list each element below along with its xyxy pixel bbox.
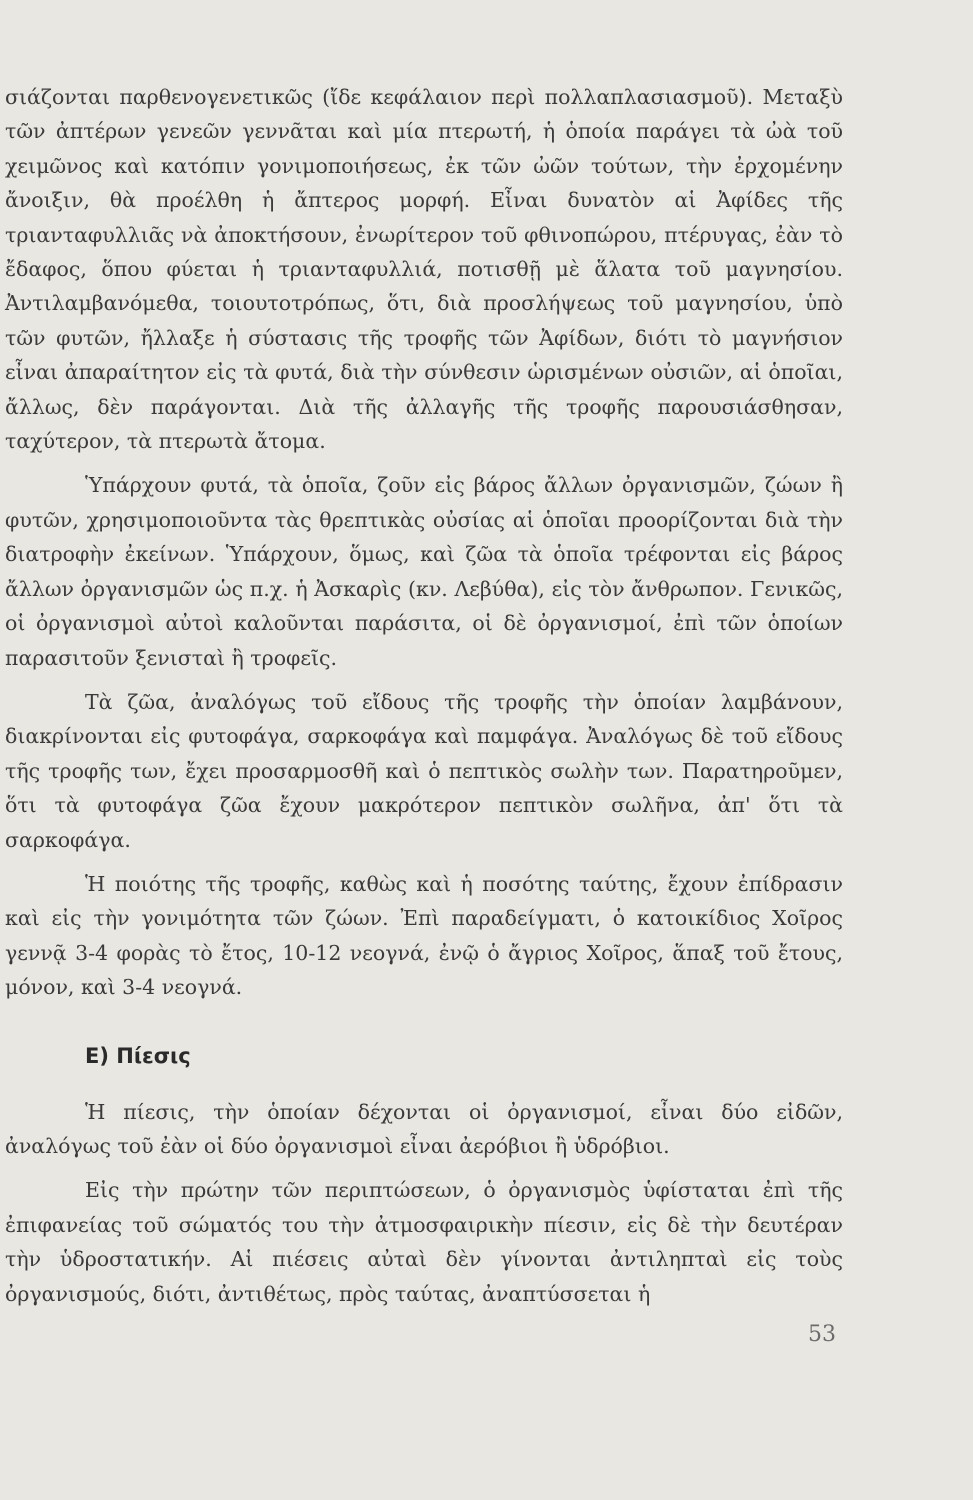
section-heading: Ε) Πίεσις xyxy=(85,1043,191,1068)
body-text xyxy=(5,80,843,1311)
paragraph-fertility: Ἡ ποιότης τῆς τροφῆς, καθὼς καὶ ἡ ποσότης ταύτης, ἔχουν ἐπίδρασιν καὶ εἰς τὴν γονιμότητα τῶν ζώων. Ἐπὶ παραδείγματι, ὁ κατοικίδιος Χοῖρος γεννᾷ 3-4 φορὰς τὸ ἔτος, 10-12 νεογνά, ἐνῷ ὁ ἄγριος Χοῖρος, ἅπαξ τοῦ ἔτους, μόνον, καὶ 3-4 νεογνά. xyxy=(5,871,843,1000)
paragraph-pressure-intro: Ἡ πίεσις, τὴν ὁποίαν δέχονται οἱ ὀργανισμοί, εἶναι δύο εἰδῶν, ἀναλόγως τοῦ ἐὰν οἱ δύο ὀργανισμοὶ εἶναι ἀερόβιοι ἢ ὑδρόβιοι. xyxy=(5,1099,843,1158)
paragraph-aphids-continued: σιάζονται παρθενογενετικῶς (ἴδε κεφάλαιον περὶ πολλαπλασιασμοῦ). Μεταξὺ τῶν ἀπτέρων γενεῶν γεννᾶται καὶ μία πτερωτή, ἡ ὁποία παράγει τὰ ὠὰ τοῦ χειμῶνος καὶ κατόπιν γονιμοποιήσεως, ἐκ τῶν ὠῶν τούτων, τὴν ἐρχομένην ἄνοιξιν, θὰ προέλθη ἡ ἄπτερος μορφή. Εἶναι δυνατὸν αἱ Ἀφίδες τῆς τριανταφυλλιᾶς νὰ ἀποκτήσουν, ἐνωρίτερον τοῦ φθινοπώρου, πτέρυγας, ἐὰν τὸ ἔδαφος, ὅπου φύεται ἡ τριανταφυλλιά, ποτισθῇ μὲ ἅλατα τοῦ μαγνησίου. Ἀντιλαμβανόμεθα, τοιουτοτρόπως, ὅτι, διὰ προσλήψεως τοῦ μαγνησίου, ὑπὸ τῶν φυτῶν, ἤλλαξε ἡ σύστασις τῆς τροφῆς τῶν Ἀφίδων, διότι τὸ μαγνήσιον εἶναι ἀπαραίτητον εἰς τὰ φυτά, διὰ τὴν σύνθεσιν ὡρισμένων οὐσιῶν, αἱ ὁποῖαι, ἄλλως, δὲν παράγονται. Διὰ τῆς ἀλλαγῆς τῆς τροφῆς παρουσιάσθησαν, ταχύτερον, τὰ πτερωτὰ ἄτομα. xyxy=(5,85,843,454)
paragraph-diet-types: Τὰ ζῶα, ἀναλόγως τοῦ εἴδους τῆς τροφῆς τὴν ὁποίαν λαμβάνουν, διακρίνονται εἰς φυτοφάγα, σαρκοφάγα καὶ παμφάγα. Ἀναλόγως δὲ τοῦ εἴδους τῆς τροφῆς των, ἔχει προσαρμοσθῆ καὶ ὁ πεπτικὸς σωλὴν των. Παρατηροῦμεν, ὅτι τὰ φυτοφάγα ζῶα ἔχουν μακρότερον πεπτικὸν σωλῆνα, ἀπ' ὅτι τὰ σαρκοφάγα. xyxy=(5,689,843,852)
paragraph-pressure-types: Εἰς τὴν πρώτην τῶν περιπτώσεων, ὁ ὀργανισμὸς ὑφίσταται ἐπὶ τῆς ἐπιφανείας τοῦ σώματός του τὴν ἀτμοσφαιρικὴν πίεσιν, εἰς δὲ τὴν δευτέραν τὴν ὑδροστατικήν. Αἱ πιέσεις αὐταὶ δὲν γίνονται ἀντιληπταὶ εἰς τοὺς ὀργανισμούς, διότι, ἀντιθέτως, πρὸς ταύτας, ἀναπτύσσεται ἡ xyxy=(5,1178,843,1306)
page-number: 53 xyxy=(808,1322,836,1347)
paragraph-parasites: Ὑπάρχουν φυτά, τὰ ὁποῖα, ζοῦν εἰς βάρος ἄλλων ὀργανισμῶν, ζώων ἢ φυτῶν, χρησιμοποιοῦντα τὰς θρεπτικὰς οὐσίας αἱ ὁποῖαι προορίζονται διὰ τὴν διατροφὴν ἐκείνων. Ὑπάρχουν, ὅμως, καὶ ζῶα τὰ ὁποῖα τρέφονται εἰς βάρος ἄλλων ὀργανισμῶν ὡς π.χ. ἡ Ἀσκαρὶς (κν. Λεβύθα), εἰς τὸν ἄνθρωπον. Γενικῶς, οἱ ὀργανισμοὶ αὐτοὶ καλοῦνται παράσιτα, οἱ δὲ ὀργανισμοί, ἐπὶ τῶν ὁποίων παρασιτοῦν ξενισταὶ ἢ τροφεῖς. xyxy=(5,473,843,670)
